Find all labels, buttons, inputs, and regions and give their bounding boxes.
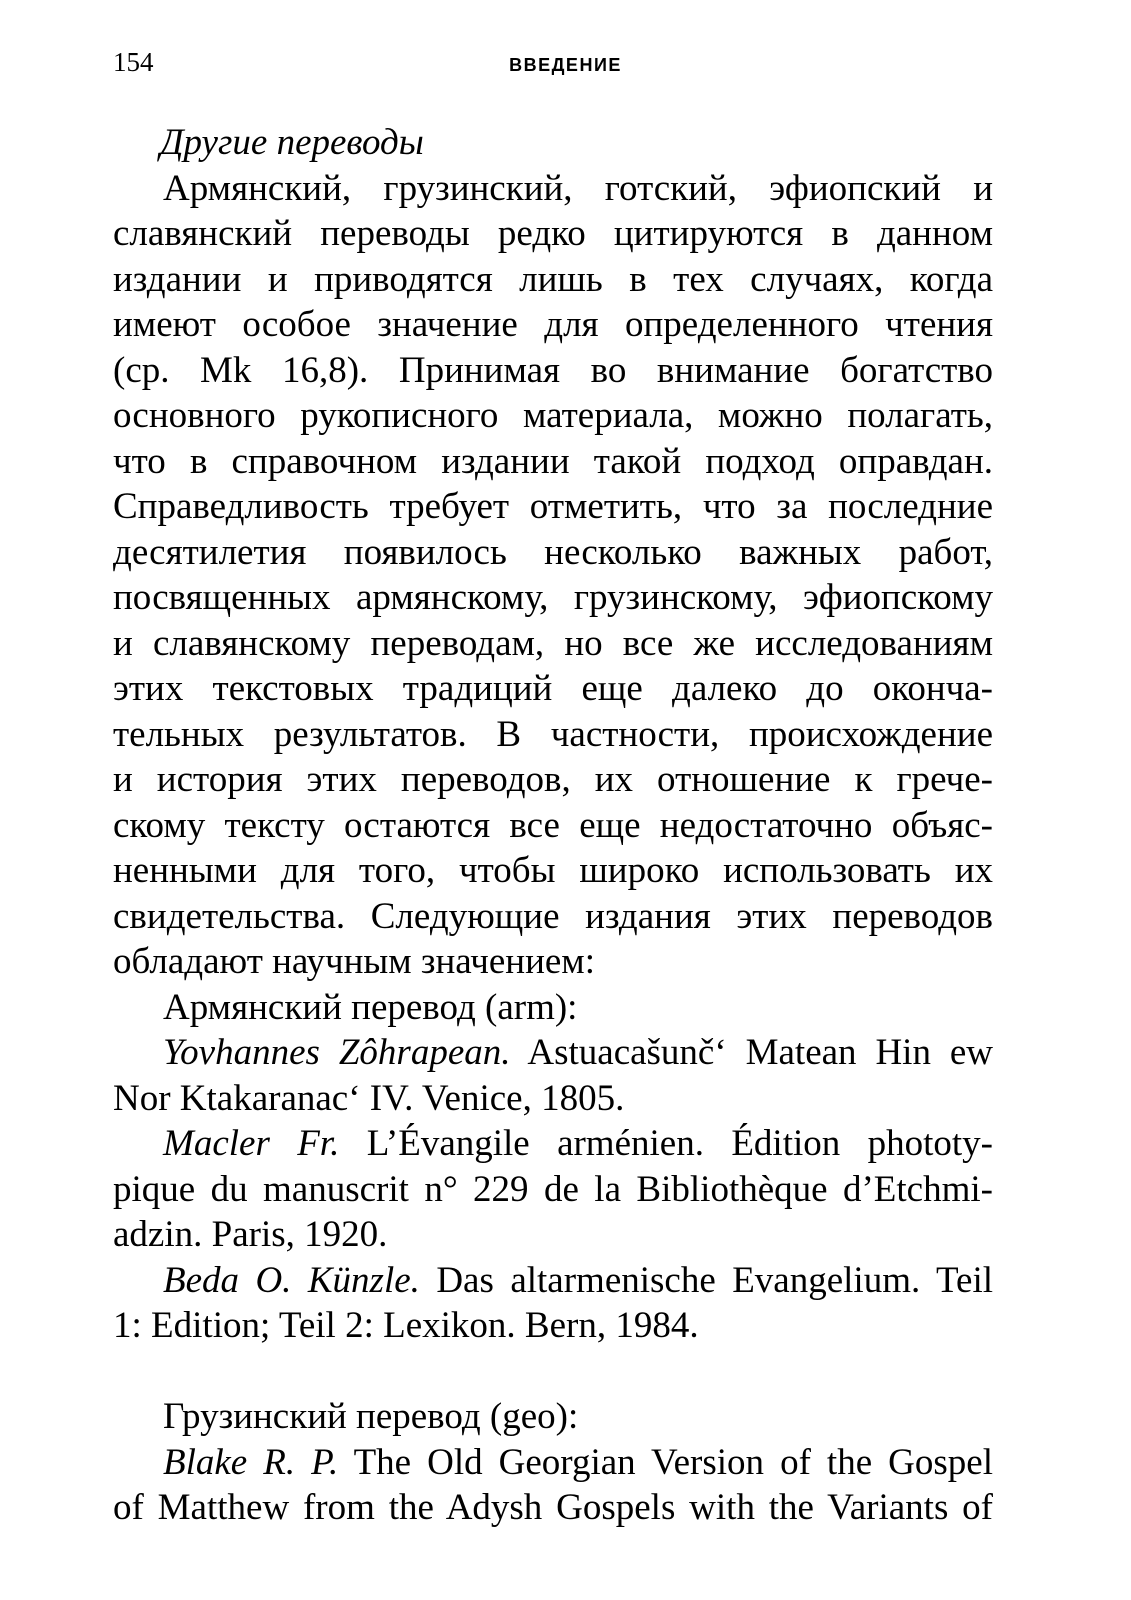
entry-title: Das altarmenische Evangelium. Teil	[419, 1259, 994, 1301]
paragraph-line: этих текстовых традиций еще далеко до оконча-	[113, 668, 993, 709]
page-number: 154	[113, 47, 154, 77]
section-heading: Другие переводы	[160, 122, 424, 163]
paragraph-line: и история этих переводов, их отношение к грече-	[113, 759, 993, 800]
entry-line: adzin. Paris, 1920.	[113, 1214, 388, 1255]
paragraph-line: славянский переводы редко цитируются в данном	[113, 213, 993, 254]
entry-title: The Old Georgian Version of the Gospel	[338, 1441, 993, 1483]
blank-line	[113, 1349, 993, 1395]
entry-author: Yovhannes Zôhrapean.	[163, 1032, 511, 1073]
paragraph-line: десятилетия появилось несколько важных работ,	[113, 531, 993, 573]
paragraph-line: свидетельства. Следующие издания этих переводов	[113, 895, 993, 937]
bibliography-entry	[113, 1030, 993, 1121]
entry-author: Blake R. P.	[163, 1441, 339, 1483]
bibliography-entry	[113, 1258, 993, 1349]
entry-title: L’Évangile arménien. Édition phototy-	[339, 1123, 993, 1164]
entry-line: pique du manuscrit n° 229 de la Bibliothèque d’Etchmi-	[113, 1168, 993, 1210]
georgian-label: Грузинский перевод (geo):	[163, 1396, 579, 1437]
armenian-label: Армянский перевод (arm):	[163, 986, 578, 1028]
paragraph-line: и славянскому переводам, но все же исследованиям	[113, 622, 993, 664]
entry-line	[113, 1440, 993, 1486]
paragraph-line: имеют особое значение для определенного чтения	[113, 304, 993, 345]
paragraph-line: тельных результатов. В частности, происхождение	[113, 713, 993, 755]
paragraph-line: что в справочном издании такой подход оправдан.	[113, 440, 993, 482]
entry-line	[113, 1121, 993, 1167]
running-head: ВВЕДЕНИЕ	[509, 55, 622, 75]
paragraph-line: (ср. Mk 16,8). Принимая во внимание богатство	[113, 349, 993, 391]
body-text	[113, 120, 993, 1531]
entry-line	[113, 1030, 993, 1076]
paragraph-line: обладают научным значением:	[113, 941, 595, 982]
entry-line	[113, 1258, 993, 1304]
entry-author: Beda O. Künzle.	[163, 1259, 420, 1301]
bibliography-entry	[113, 1121, 993, 1258]
paragraph	[113, 166, 993, 985]
entry-line: Nor Ktakaranac‘ IV. Venice, 1805.	[113, 1077, 625, 1119]
entry-line: 1: Edition; Teil 2: Lexikon. Bern, 1984.	[113, 1305, 699, 1346]
paragraph-line: основного рукописного материала, можно полагать,	[113, 395, 993, 436]
paragraph-line: издании и приводятся лишь в тех случаях, когда	[113, 258, 993, 300]
paragraph-line: Справедливость требует отметить, что за последние	[113, 486, 993, 527]
paragraph-line: Армянский, грузинский, готский, эфиопский и	[163, 167, 993, 209]
entry-line: of Matthew from the Adysh Gospels with the Variants of	[113, 1487, 993, 1528]
paragraph-line: скому тексту остаются все еще недостаточно объяс-	[113, 804, 993, 846]
entry-author: Macler Fr.	[163, 1123, 340, 1164]
paragraph-line: ненными для того, чтобы широко использовать их	[113, 850, 993, 891]
entry-title: Astuacašunč‘ Matean Hin ew	[510, 1032, 994, 1073]
bibliography-entry	[113, 1440, 993, 1531]
paragraph-line: посвященных армянскому, грузинскому, эфиопскому	[113, 577, 993, 618]
